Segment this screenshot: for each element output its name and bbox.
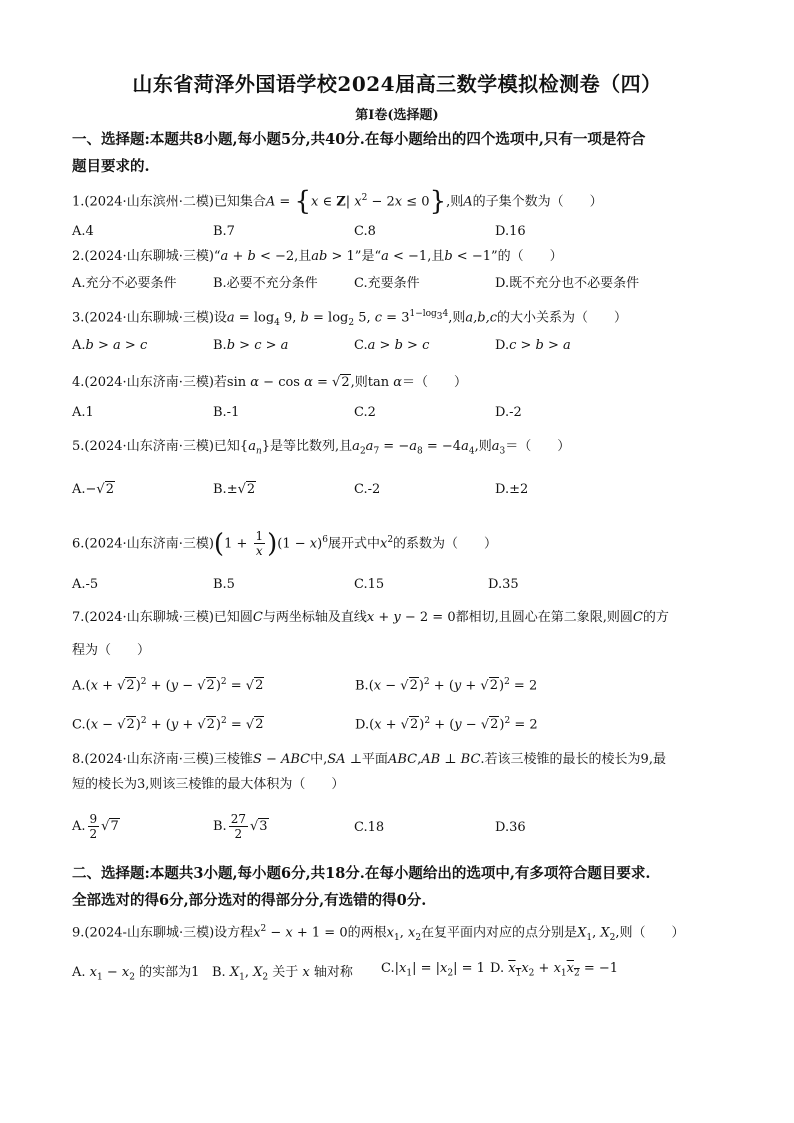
question-4-options bbox=[72, 405, 722, 427]
question-7-options-row-1 bbox=[72, 677, 722, 699]
option-d[interactable]: D. $x_1x_2 + x_1x_2 = -1$ bbox=[490, 961, 619, 979]
option-a[interactable]: A.b > a > c bbox=[72, 338, 148, 353]
option-d[interactable]: D.既不充分也不必要条件 bbox=[495, 276, 640, 291]
option-c[interactable]: C.15 bbox=[354, 577, 385, 592]
option-c[interactable]: C.18 bbox=[354, 820, 385, 835]
option-a[interactable]: A. $\frac{9}{2}$ √7 bbox=[72, 812, 119, 841]
question-9-options bbox=[72, 961, 722, 983]
option-d[interactable]: D.c > b > a bbox=[495, 338, 571, 353]
option-d[interactable]: D.36 bbox=[495, 820, 526, 835]
question-3: 3.(2024·山东聊城·三模)设$a = \log_4 9$, $b = \log_2 5$, $c = 3^{1-log_34}$,则a,b,c的大小关系为（ ） bbox=[72, 309, 628, 328]
option-d[interactable]: D.-2 bbox=[495, 405, 522, 420]
option-d[interactable]: D.16 bbox=[495, 224, 526, 239]
option-b[interactable]: B. $X_1$, $X_2$ 关于 x 轴对称 bbox=[212, 965, 353, 983]
option-b[interactable]: B.b > c > a bbox=[213, 338, 289, 353]
option-c[interactable]: $C.|x_1| = |x_2| = 1$ bbox=[381, 961, 485, 979]
option-d[interactable]: $D.(x + √2)^2 + (y - √2)^2 = 2$ bbox=[355, 716, 538, 733]
question-7-options-row-2 bbox=[72, 716, 722, 738]
question-1: 1.(2024·山东滨州·二模)已知集合A = {x ∈ Z| $x^2 - 2x \le 0$},则A的子集个数为（ ） bbox=[72, 186, 603, 217]
section-2-heading: 二、选择题:本题共3小题,每小题6分,共18分.在每小题给出的选项中,有多项符合题目要求. 全部选对的得6分,部分选对的得部分分,有选错的得0分. bbox=[72, 865, 651, 909]
question-7-line-2: 程为（ ） bbox=[72, 643, 151, 658]
option-a[interactable]: A.−√2 bbox=[72, 482, 114, 497]
question-5-options bbox=[72, 482, 722, 504]
option-a[interactable]: A.充分不必要条件 bbox=[72, 276, 177, 291]
option-c[interactable]: $C.(x - √2)^2 + (y + √2)^2 = √2$ bbox=[72, 716, 264, 733]
option-b[interactable]: B.必要不充分条件 bbox=[213, 276, 318, 291]
option-b[interactable]: $B.(x - √2)^2 + (y + √2)^2 = 2$ bbox=[355, 677, 538, 694]
option-c[interactable]: C.充要条件 bbox=[354, 276, 420, 291]
volume-subtitle: 第Ⅰ卷(选择题) bbox=[355, 108, 439, 123]
option-b[interactable]: B.7 bbox=[213, 224, 235, 239]
option-a[interactable]: A.1 bbox=[72, 405, 94, 420]
option-a[interactable]: A.-5 bbox=[72, 577, 99, 592]
option-a[interactable]: A. $x_1 - x_2$ 的实部为1 bbox=[72, 965, 200, 983]
option-c[interactable]: C.2 bbox=[354, 405, 376, 420]
option-b[interactable]: B.5 bbox=[213, 577, 235, 592]
option-c[interactable]: C.-2 bbox=[354, 482, 381, 497]
question-3-options bbox=[72, 338, 722, 360]
option-a[interactable]: $A.(x + √2)^2 + (y - √2)^2 = √2$ bbox=[72, 677, 264, 694]
option-d[interactable]: D.35 bbox=[488, 577, 519, 592]
option-b[interactable]: B. $\frac{27}{2}$ √3 bbox=[213, 812, 268, 841]
question-2-options bbox=[72, 272, 722, 294]
question-4: 4.(2024·山东济南·三模)若sin α − cos α = √2,则tan α＝（ ） bbox=[72, 375, 468, 390]
option-b[interactable]: B.±√2 bbox=[213, 482, 256, 497]
option-c[interactable]: C.8 bbox=[354, 224, 376, 239]
question-9: 9.(2024-山东聊城·三模)设方程$x^2 - x + 1 = 0$的两根$x_1$, $x_2$在复平面内对应的点分别是$X_1$, $X_2$,则（ ） bbox=[72, 924, 685, 943]
option-a[interactable]: A.4 bbox=[72, 224, 94, 239]
question-2: 2.(2024·山东聊城·三模)“a + b < −2,且ab > 1”是“a < −1,且b < −1”的（ ） bbox=[72, 249, 563, 264]
question-6: 6.(2024·山东济南·三模)(1 + $\frac{1}{x}$ )$(1 - x)^6$展开式中$x^2$的系数为（ ） bbox=[72, 528, 498, 559]
option-d[interactable]: D.±2 bbox=[495, 482, 529, 497]
question-8-options bbox=[72, 812, 722, 846]
option-c[interactable]: C.a > b > c bbox=[354, 338, 430, 353]
question-8: 8.(2024·山东济南·三模)三棱锥S − ABC中,SA ⊥平面ABC,AB ⊥ BC.若该三棱锥的最长的棱长为9,最 bbox=[72, 752, 666, 767]
question-8-line-2: 短的棱长为3,则该三棱锥的最大体积为（ ） bbox=[72, 777, 345, 792]
option-b[interactable]: B.-1 bbox=[213, 405, 240, 420]
question-5: 5.(2024·山东济南·三模)已知$\{a_n\}$是等比数列,且$a_2a_7 = -a_8 = -4a_4$,则$a_3=$（ ） bbox=[72, 439, 571, 457]
page-title: 山东省菏泽外国语学校2024届高三数学模拟检测卷（四） bbox=[132, 72, 662, 96]
question-6-options bbox=[72, 577, 722, 599]
section-1-heading: 一、选择题:本题共8小题,每小题5分,共40分.在每小题给出的四个选项中,只有一项是符合 题目要求的. bbox=[72, 131, 646, 175]
question-7: 7.(2024·山东聊城·三模)已知圆C与两坐标轴及直线x + y − 2 = 0都相切,且圆心在第二象限,则圆C的方 bbox=[72, 610, 669, 625]
